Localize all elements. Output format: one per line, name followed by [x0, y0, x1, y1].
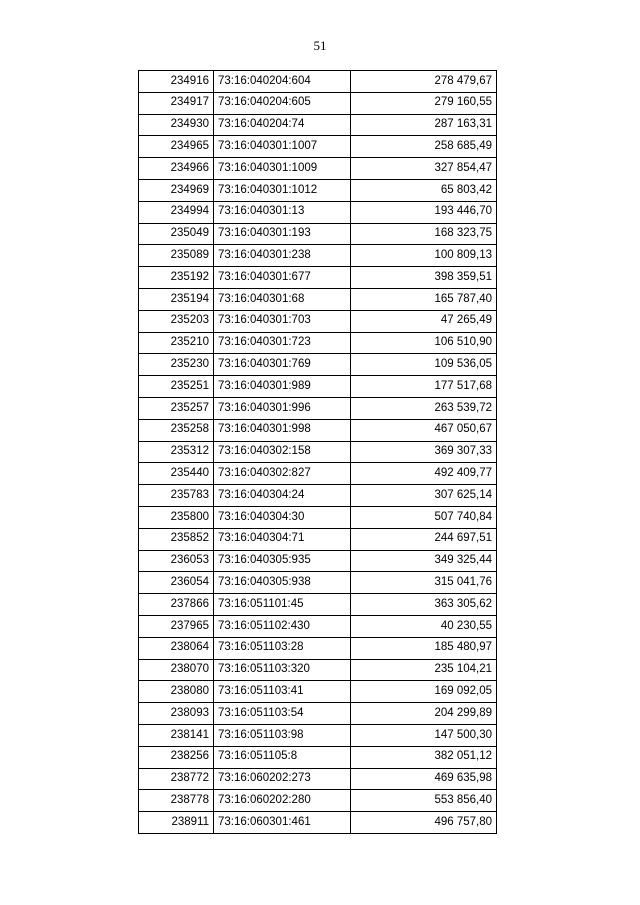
value-cell: 369 307,33: [351, 441, 497, 463]
value-cell: 382 051,12: [351, 746, 497, 768]
table-row: [139, 572, 497, 594]
row-id-cell: 235800: [139, 506, 214, 528]
row-id-cell: 235440: [139, 463, 214, 485]
value-cell: 307 625,14: [351, 485, 497, 507]
value-cell: 165 787,40: [351, 288, 497, 310]
cadastral-number-cell: 73:16:051103:41: [214, 681, 351, 703]
row-id-cell: 235049: [139, 223, 214, 245]
cadastral-number-cell: 73:16:040301:1009: [214, 158, 351, 180]
value-cell: 492 409,77: [351, 463, 497, 485]
table-row: [139, 92, 497, 114]
row-id-cell: 235230: [139, 354, 214, 376]
page-number: 51: [313, 38, 327, 53]
data-table: [138, 70, 497, 834]
cadastral-number-cell: 73:16:051103:54: [214, 703, 351, 725]
table-row: [139, 267, 497, 289]
value-cell: 315 041,76: [351, 572, 497, 594]
value-cell: 193 446,70: [351, 201, 497, 223]
table-row: [139, 419, 497, 441]
value-cell: 507 740,84: [351, 506, 497, 528]
row-id-cell: 238911: [139, 812, 214, 834]
table-row: [139, 71, 497, 93]
cadastral-number-cell: 73:16:040304:30: [214, 506, 351, 528]
row-id-cell: 238256: [139, 746, 214, 768]
value-cell: 553 856,40: [351, 790, 497, 812]
cadastral-number-cell: 73:16:040301:723: [214, 332, 351, 354]
row-id-cell: 235783: [139, 485, 214, 507]
value-cell: 467 050,67: [351, 419, 497, 441]
row-id-cell: 238070: [139, 659, 214, 681]
value-cell: 349 325,44: [351, 550, 497, 572]
row-id-cell: 235210: [139, 332, 214, 354]
cadastral-number-cell: 73:16:040204:74: [214, 114, 351, 136]
row-id-cell: 234916: [139, 71, 214, 93]
row-id-cell: 238141: [139, 724, 214, 746]
row-id-cell: 238064: [139, 637, 214, 659]
row-id-cell: 234969: [139, 179, 214, 201]
cadastral-number-cell: 73:16:040301:193: [214, 223, 351, 245]
value-cell: 204 299,89: [351, 703, 497, 725]
table-row: [139, 310, 497, 332]
row-id-cell: 236053: [139, 550, 214, 572]
table-row: [139, 354, 497, 376]
cadastral-number-cell: 73:16:060301:461: [214, 812, 351, 834]
cadastral-number-cell: 73:16:040301:769: [214, 354, 351, 376]
cadastral-number-cell: 73:16:040304:71: [214, 528, 351, 550]
cadastral-number-cell: 73:16:040305:935: [214, 550, 351, 572]
table-row: [139, 397, 497, 419]
table-row: [139, 615, 497, 637]
cadastral-number-cell: 73:16:040301:1007: [214, 136, 351, 158]
value-cell: 258 685,49: [351, 136, 497, 158]
value-cell: 398 359,51: [351, 267, 497, 289]
table-row: [139, 703, 497, 725]
row-id-cell: 238080: [139, 681, 214, 703]
row-id-cell: 235194: [139, 288, 214, 310]
table-row: [139, 528, 497, 550]
value-cell: 235 104,21: [351, 659, 497, 681]
table-row: [139, 594, 497, 616]
cadastral-number-cell: 73:16:040301:989: [214, 376, 351, 398]
cadastral-number-cell: 73:16:040204:605: [214, 92, 351, 114]
row-id-cell: 234917: [139, 92, 214, 114]
value-cell: 47 265,49: [351, 310, 497, 332]
row-id-cell: 234966: [139, 158, 214, 180]
table-row: [139, 637, 497, 659]
cadastral-number-cell: 73:16:051101:45: [214, 594, 351, 616]
table-body: [139, 71, 497, 834]
table-row: [139, 376, 497, 398]
table-row: [139, 746, 497, 768]
table-row: [139, 136, 497, 158]
table-row: [139, 790, 497, 812]
value-cell: 147 500,30: [351, 724, 497, 746]
value-cell: 287 163,31: [351, 114, 497, 136]
row-id-cell: 235852: [139, 528, 214, 550]
value-cell: 496 757,80: [351, 812, 497, 834]
row-id-cell: 238778: [139, 790, 214, 812]
cadastral-number-cell: 73:16:040304:24: [214, 485, 351, 507]
table-row: [139, 179, 497, 201]
row-id-cell: 235192: [139, 267, 214, 289]
table-row: [139, 681, 497, 703]
cadastral-number-cell: 73:16:040301:1012: [214, 179, 351, 201]
table-row: [139, 441, 497, 463]
table-row: [139, 463, 497, 485]
cadastral-number-cell: 73:16:040302:158: [214, 441, 351, 463]
cadastral-number-cell: 73:16:040301:68: [214, 288, 351, 310]
table-row: [139, 812, 497, 834]
row-id-cell: 235258: [139, 419, 214, 441]
row-id-cell: 237866: [139, 594, 214, 616]
value-cell: 363 305,62: [351, 594, 497, 616]
value-cell: 279 160,55: [351, 92, 497, 114]
value-cell: 109 536,05: [351, 354, 497, 376]
value-cell: 469 635,98: [351, 768, 497, 790]
value-cell: 169 092,05: [351, 681, 497, 703]
row-id-cell: 235251: [139, 376, 214, 398]
table-row: [139, 768, 497, 790]
cadastral-number-cell: 73:16:051103:320: [214, 659, 351, 681]
value-cell: 100 809,13: [351, 245, 497, 267]
table-row: [139, 659, 497, 681]
value-cell: 177 517,68: [351, 376, 497, 398]
value-cell: 263 539,72: [351, 397, 497, 419]
value-cell: 106 510,90: [351, 332, 497, 354]
row-id-cell: 235257: [139, 397, 214, 419]
value-cell: 185 480,97: [351, 637, 497, 659]
value-cell: 244 697,51: [351, 528, 497, 550]
cadastral-number-cell: 73:16:051105:8: [214, 746, 351, 768]
value-cell: 65 803,42: [351, 179, 497, 201]
row-id-cell: 234994: [139, 201, 214, 223]
table-row: [139, 158, 497, 180]
cadastral-number-cell: 73:16:040301:13: [214, 201, 351, 223]
cadastral-number-cell: 73:16:040305:938: [214, 572, 351, 594]
table-row: [139, 506, 497, 528]
row-id-cell: 238772: [139, 768, 214, 790]
row-id-cell: 234965: [139, 136, 214, 158]
cadastral-number-cell: 73:16:051103:28: [214, 637, 351, 659]
table-row: [139, 332, 497, 354]
value-cell: 40 230,55: [351, 615, 497, 637]
cadastral-number-cell: 73:16:051102:430: [214, 615, 351, 637]
row-id-cell: 234930: [139, 114, 214, 136]
cadastral-number-cell: 73:16:040301:238: [214, 245, 351, 267]
table-row: [139, 201, 497, 223]
cadastral-number-cell: 73:16:040301:703: [214, 310, 351, 332]
cadastral-number-cell: 73:16:040301:677: [214, 267, 351, 289]
row-id-cell: 237965: [139, 615, 214, 637]
cadastral-number-cell: 73:16:060202:273: [214, 768, 351, 790]
table-row: [139, 245, 497, 267]
value-cell: 327 854,47: [351, 158, 497, 180]
table-row: [139, 288, 497, 310]
cadastral-number-cell: 73:16:040301:998: [214, 419, 351, 441]
table-row: [139, 223, 497, 245]
cadastral-number-cell: 73:16:051103:98: [214, 724, 351, 746]
table-row: [139, 724, 497, 746]
row-id-cell: 235089: [139, 245, 214, 267]
cadastral-number-cell: 73:16:040204:604: [214, 71, 351, 93]
value-cell: 168 323,75: [351, 223, 497, 245]
cadastral-number-cell: 73:16:040302:827: [214, 463, 351, 485]
table-row: [139, 114, 497, 136]
row-id-cell: 235312: [139, 441, 214, 463]
value-cell: 278 479,67: [351, 71, 497, 93]
row-id-cell: 235203: [139, 310, 214, 332]
cadastral-number-cell: 73:16:040301:996: [214, 397, 351, 419]
row-id-cell: 238093: [139, 703, 214, 725]
row-id-cell: 236054: [139, 572, 214, 594]
cadastral-number-cell: 73:16:060202:280: [214, 790, 351, 812]
table-row: [139, 485, 497, 507]
table-row: [139, 550, 497, 572]
